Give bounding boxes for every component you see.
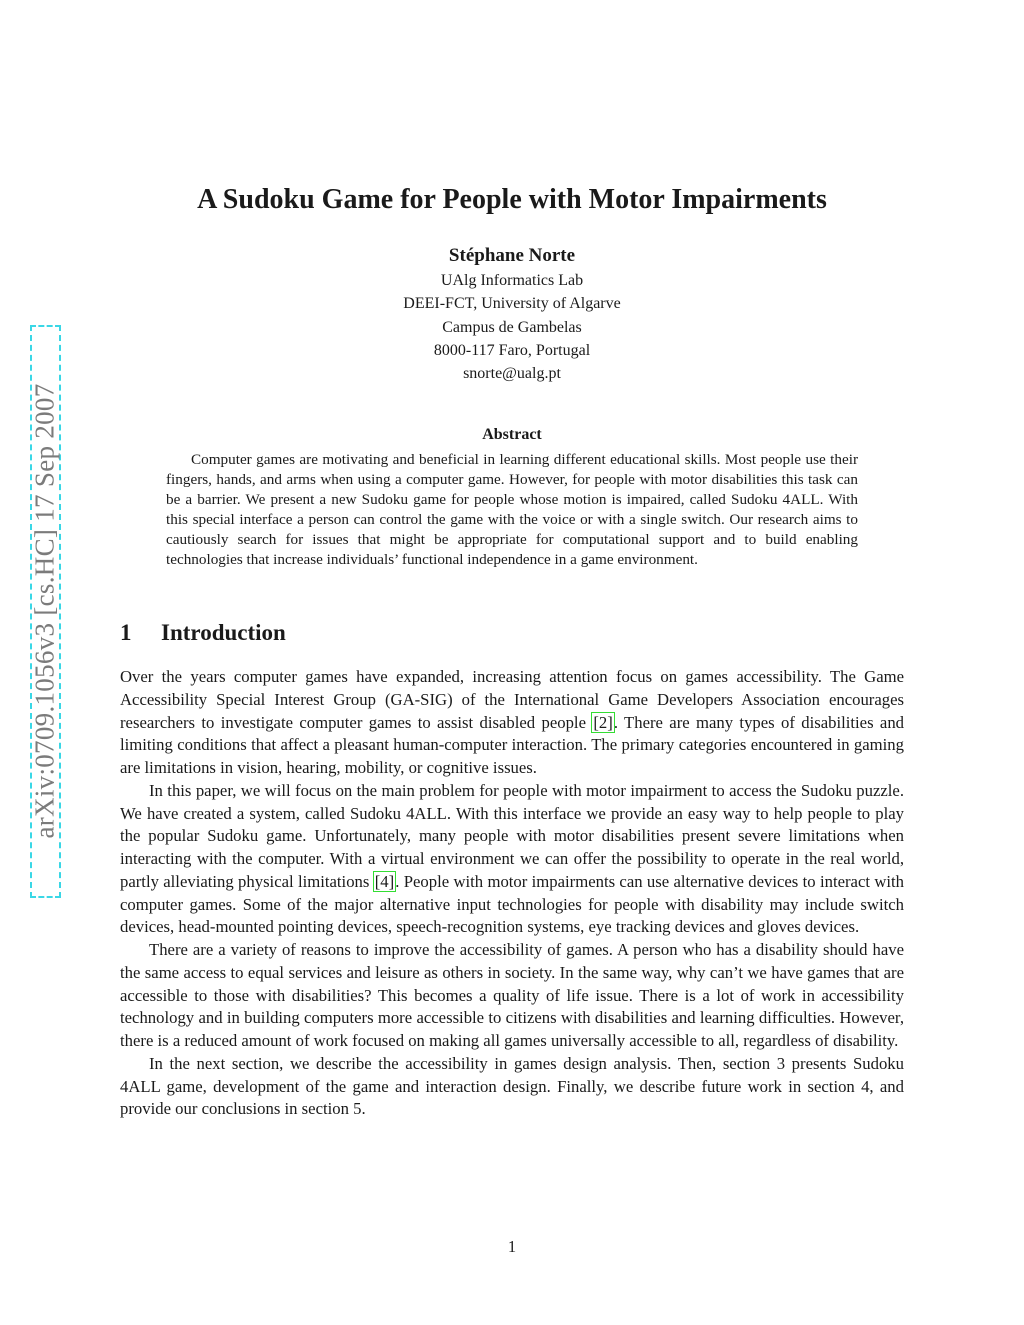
paragraph (120, 666, 904, 780)
section-title: Introduction (161, 620, 286, 645)
section-heading (120, 620, 286, 646)
paragraph: There are a variety of reasons to improve the accessibility of games. A person who has a disability should have the same access to equal services and leisure as others in society. In the same way, why can’t we have games that are accessible to those with disabilities? This becomes a quality of life issue. There is a lot of work in accessibility technology and in building computers more accessible to citizens with disabilities and learning difficulties. However, there is a reduced amount of work focused on making all games universally accessible to all, regardless of disability. (120, 940, 904, 1050)
affiliation-line: Campus de Gambelas (442, 318, 582, 336)
paper-title: A Sudoku Game for People with Motor Impairments (197, 184, 827, 215)
arxiv-identifier: arXiv:0709.1056v3 [cs.HC] 17 Sep 2007 (29, 383, 60, 839)
paragraph-text: . There are many types of disabilities and limiting conditions that affect a pleasant human-computer interaction. The primary categories encountered in gaming are limitations in vision, hearing, mobility, or cognitive issues. (120, 712, 905, 777)
citation-link[interactable]: [2] (593, 712, 613, 732)
author-name: Stéphane Norte (448, 245, 576, 266)
abstract-heading: Abstract (482, 426, 542, 443)
affiliation-line: 8000-117 Faro, Portugal (433, 341, 591, 359)
paragraph-text: In this paper, we will focus on the main problem for people with motor impairment to access the Sudoku puzzle. We have created a system, called Sudoku 4ALL. With this interface we provide an easy way to help people to play the popular Sudoku game. Unfortunately, many people with motor disabilities present severe limitations when interacting with the computer. With a virtual environment we can offer the possibility to operate in the real world, partly alleviating physical limitations (120, 780, 904, 891)
paragraph-text: Over the years computer games have expanded, increasing attention focus on games accessibility. The Game Accessibility Special Interest Group (GA-SIG) of the International Game Developers Association encourages researchers to investigate computer games to assist disabled people (120, 667, 904, 732)
affiliation-line: DEEI-FCT, University of Algarve (403, 295, 621, 313)
paragraph-text: . People with motor impairments can use alternative devices to interact with computer games. Some of the major alternative input technologies for people with disability may include switch devices, head-mounted pointing devices, speech-recognition systems, eye tracking devices and gloves devices. (120, 871, 904, 937)
section-number: 1 (120, 620, 132, 645)
body-text (120, 666, 904, 1121)
abstract-text: Computer games are motivating and beneficial in learning different educational skills. Most people use their fingers, hands, and arms when using a computer game. However, for people with motor disabilities this task can be a barrier. We present a new Sudoku game for people whose motion is impaired, called Sudoku 4ALL. With this special interface a person can control the game with the voice or with a single switch. Our research aims to cautiously search for issues that might be appropriate for computational support and to build enabling technologies that increase individuals’ functional independence in a game environment. (166, 451, 858, 569)
author-block (0, 243, 1024, 385)
author-email: snorte@ualg.pt (463, 365, 561, 383)
affiliation-line: UAlg Informatics Lab (440, 272, 584, 289)
paragraph: In the next section, we describe the accessibility in games design analysis. Then, section 3 presents Sudoku 4ALL game, development of the game and interaction design. Finally, we describe future work in section 4, and provide our conclusions in section 5. (120, 1053, 904, 1119)
page-number: 1 (507, 1237, 517, 1256)
paragraph (120, 780, 904, 939)
citation-link[interactable]: [4] (374, 871, 395, 891)
